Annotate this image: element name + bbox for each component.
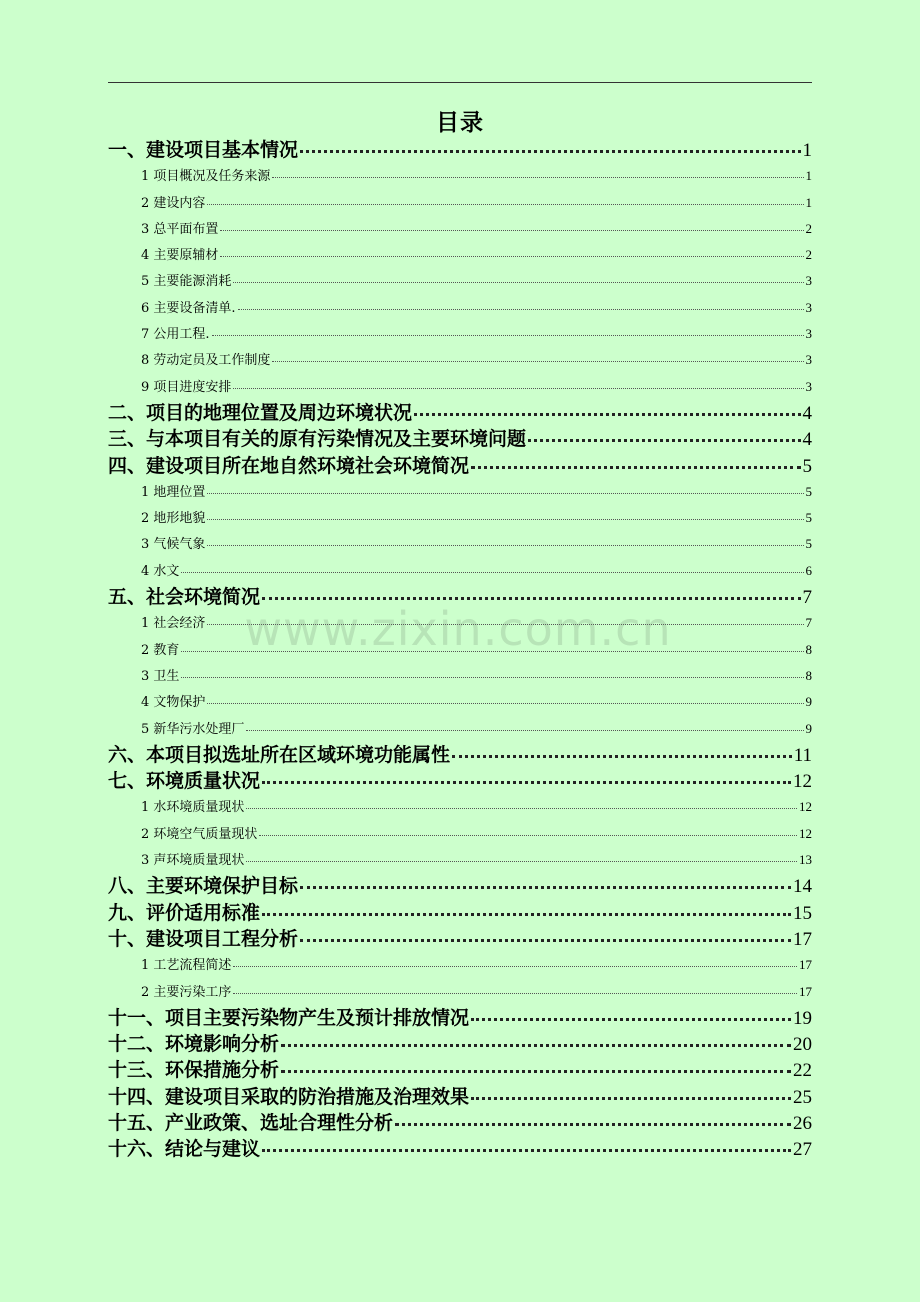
toc-section-entry[interactable]	[108, 610, 812, 636]
toc-page-number: 3	[805, 378, 812, 394]
toc-entry-label: 3 总平面布置	[141, 221, 219, 237]
toc-entry-label: 九、评价适用标准	[108, 901, 261, 924]
toc-entry-label: 5 主要能源消耗	[141, 274, 232, 290]
toc-page-number: 1	[805, 194, 812, 210]
toc-dot-leader	[300, 938, 791, 942]
toc-chapter-entry[interactable]	[108, 584, 812, 610]
toc-page-number: 3	[805, 352, 812, 368]
toc-dot-leader	[181, 676, 803, 678]
toc-section-entry[interactable]	[108, 295, 812, 321]
toc-entry-label: 七、环境质量状况	[108, 770, 261, 793]
toc-page-number: 3	[805, 326, 812, 342]
toc-chapter-entry[interactable]	[108, 900, 812, 926]
toc-dot-leader	[233, 387, 803, 389]
toc-dot-leader	[262, 912, 791, 916]
toc-entry-label: 1 社会经济	[141, 616, 206, 632]
toc-entry-label: 2 教育	[141, 642, 180, 658]
toc-entry-label: 三、与本项目有关的原有污染情况及主要环境问题	[108, 428, 527, 451]
toc-page-number: 5	[802, 455, 812, 477]
toc-entry-label: 4 主要原辅材	[141, 248, 219, 264]
toc-chapter-entry[interactable]	[108, 400, 812, 426]
toc-dot-leader	[233, 965, 797, 967]
toc-entry-label: 十、建设项目工程分析	[108, 927, 299, 950]
toc-section-entry[interactable]	[108, 321, 812, 347]
toc-section-entry[interactable]	[108, 689, 812, 715]
toc-dot-leader	[414, 412, 800, 416]
toc-section-entry[interactable]	[108, 558, 812, 584]
toc-dot-leader	[262, 780, 791, 784]
toc-dot-leader	[471, 1017, 791, 1021]
toc-page-number: 1	[805, 168, 812, 184]
toc-dot-leader	[300, 149, 800, 153]
toc-page-number: 19	[793, 1007, 812, 1029]
toc-chapter-entry[interactable]	[108, 873, 812, 899]
toc-page-number: 12	[799, 825, 812, 841]
header-rule	[108, 82, 812, 83]
toc-chapter-entry[interactable]	[108, 926, 812, 952]
toc-title: 目录	[436, 110, 484, 136]
toc-chapter-entry[interactable]	[108, 1031, 812, 1057]
toc-dot-leader	[272, 360, 803, 362]
toc-entry-label: 六、本项目拟选址所在区域环境功能属性	[108, 743, 451, 766]
toc-dot-leader	[238, 308, 804, 310]
toc-page-number: 15	[793, 902, 812, 924]
toc-entry-label: 3 卫生	[141, 668, 180, 684]
toc-page-number: 7	[802, 587, 812, 609]
toc-page-number: 26	[793, 1112, 812, 1134]
toc-entry-label: 9 项目进度安排	[141, 379, 232, 395]
toc-page-number: 17	[793, 928, 812, 950]
toc-chapter-entry[interactable]	[108, 1005, 812, 1031]
toc-section-entry[interactable]	[108, 847, 812, 873]
toc-section-entry[interactable]	[108, 716, 812, 742]
toc-page-number: 8	[805, 641, 812, 657]
toc-page-number: 17	[799, 983, 812, 999]
toc-section-entry[interactable]	[108, 663, 812, 689]
toc-section-entry[interactable]	[108, 190, 812, 216]
toc-entry-label: 十六、结论与建议	[108, 1138, 261, 1161]
toc-entry-label: 2 主要污染工序	[141, 984, 232, 1000]
toc-page-number: 14	[793, 876, 812, 898]
toc-entry-label: 6 主要设备清单.	[141, 300, 236, 316]
toc-page-number: 4	[802, 402, 812, 424]
toc-dot-leader	[281, 1043, 791, 1047]
toc-page-number: 5	[805, 510, 812, 526]
toc-section-entry[interactable]	[108, 979, 812, 1005]
toc-section-entry[interactable]	[108, 952, 812, 978]
toc-section-entry[interactable]	[108, 637, 812, 663]
toc-dot-leader	[181, 650, 803, 652]
toc-page-number: 2	[805, 220, 812, 236]
toc-dot-leader	[220, 255, 803, 257]
toc-dot-leader	[246, 807, 797, 809]
toc-dot-leader	[212, 334, 804, 336]
toc-dot-leader	[233, 992, 797, 994]
toc-chapter-entry[interactable]	[108, 742, 812, 768]
toc-dot-leader	[262, 1148, 791, 1152]
toc-section-entry[interactable]	[108, 794, 812, 820]
toc-chapter-entry[interactable]	[108, 1136, 812, 1162]
toc-entry-label: 十四、建设项目采取的防治措施及治理效果	[108, 1085, 470, 1108]
toc-entry-label: 2 建设内容	[141, 195, 206, 211]
toc-page-number: 9	[805, 720, 812, 736]
toc-dot-leader	[207, 492, 803, 494]
toc-entry-label: 1 工艺流程简述	[141, 958, 232, 974]
toc-entry-label: 1 水环境质量现状	[141, 800, 245, 816]
toc-page-number: 20	[793, 1034, 812, 1056]
toc-section-entry[interactable]	[108, 479, 812, 505]
toc-dot-leader	[246, 729, 803, 731]
toc-entry-label: 十五、产业政策、选址合理性分析	[108, 1111, 394, 1134]
toc-entry-label: 5 新华污水处理厂	[141, 721, 245, 737]
toc-entry-label: 1 地理位置	[141, 484, 206, 500]
toc-dot-leader	[207, 518, 803, 520]
toc-entry-label: 十二、环境影响分析	[108, 1033, 280, 1056]
toc-dot-leader	[207, 544, 803, 546]
toc-dot-leader	[181, 571, 803, 573]
toc-chapter-entry[interactable]	[108, 1084, 812, 1110]
watermark: www.zixin.com.cn	[244, 602, 672, 656]
table-of-contents	[108, 137, 812, 1163]
toc-dot-leader	[272, 176, 803, 178]
toc-entry-label: 五、社会环境简况	[108, 586, 261, 609]
toc-page-number: 22	[793, 1060, 812, 1082]
toc-section-entry[interactable]	[108, 374, 812, 400]
toc-section-entry[interactable]	[108, 163, 812, 189]
toc-dot-leader	[207, 702, 803, 704]
toc-dot-leader	[246, 860, 797, 862]
toc-section-entry[interactable]	[108, 268, 812, 294]
toc-entry-label: 八、主要环境保护目标	[108, 875, 299, 898]
toc-chapter-entry[interactable]	[108, 426, 812, 452]
toc-dot-leader	[395, 1122, 791, 1126]
toc-section-entry[interactable]	[108, 821, 812, 847]
toc-page-number: 5	[805, 483, 812, 499]
toc-section-entry[interactable]	[108, 531, 812, 557]
toc-page-number: 5	[805, 536, 812, 552]
toc-page-number: 2	[805, 247, 812, 263]
toc-entry-label: 7 公用工程.	[141, 327, 210, 343]
toc-entry-label: 2 地形地貌	[141, 511, 206, 527]
toc-section-entry[interactable]	[108, 347, 812, 373]
toc-entry-label: 3 气候气象	[141, 537, 206, 553]
toc-dot-leader	[233, 281, 803, 283]
toc-page-number: 4	[802, 429, 812, 451]
toc-page-number: 13	[799, 852, 812, 868]
toc-entry-label: 十一、项目主要污染物产生及预计排放情况	[108, 1006, 470, 1029]
toc-chapter-entry[interactable]	[108, 768, 812, 794]
toc-chapter-entry[interactable]	[108, 1110, 812, 1136]
toc-dot-leader	[300, 885, 791, 889]
toc-chapter-entry[interactable]	[108, 137, 812, 163]
toc-section-entry[interactable]	[108, 216, 812, 242]
toc-dot-leader	[262, 596, 800, 600]
toc-dot-leader	[452, 754, 792, 758]
toc-dot-leader	[471, 465, 800, 469]
toc-page-number: 25	[793, 1086, 812, 1108]
toc-page-number: 17	[799, 957, 812, 973]
toc-page-number: 9	[805, 694, 812, 710]
toc-page-number: 12	[799, 799, 812, 815]
toc-section-entry[interactable]	[108, 242, 812, 268]
toc-page-number: 3	[805, 299, 812, 315]
toc-page-number: 27	[793, 1139, 812, 1161]
toc-entry-label: 8 劳动定员及工作制度	[141, 353, 271, 369]
toc-dot-leader	[471, 1096, 791, 1100]
toc-dot-leader	[220, 229, 803, 231]
toc-page-number: 6	[805, 562, 812, 578]
toc-dot-leader	[528, 438, 800, 442]
toc-entry-label: 4 水文	[141, 563, 180, 579]
toc-dot-leader	[207, 623, 803, 625]
toc-page-number: 11	[793, 744, 812, 766]
toc-page-number: 3	[805, 273, 812, 289]
toc-dot-leader	[207, 203, 803, 205]
toc-page-number: 1	[802, 140, 812, 161]
toc-chapter-entry[interactable]	[108, 453, 812, 479]
toc-entry-label: 二、项目的地理位置及周边环境状况	[108, 401, 413, 424]
toc-entry-label: 一、建设项目基本情况	[108, 139, 299, 161]
toc-dot-leader	[259, 834, 797, 836]
toc-entry-label: 1 项目概况及任务来源	[141, 169, 271, 185]
toc-dot-leader	[281, 1069, 791, 1073]
toc-chapter-entry[interactable]	[108, 1057, 812, 1083]
toc-entry-label: 3 声环境质量现状	[141, 853, 245, 869]
toc-page-number: 12	[793, 771, 812, 793]
toc-page-number: 7	[805, 615, 812, 631]
toc-entry-label: 十三、环保措施分析	[108, 1059, 280, 1082]
toc-section-entry[interactable]	[108, 505, 812, 531]
toc-entry-label: 2 环境空气质量现状	[141, 826, 258, 842]
toc-page-number: 8	[805, 667, 812, 683]
toc-entry-label: 四、建设项目所在地自然环境社会环境简况	[108, 454, 470, 477]
toc-entry-label: 4 文物保护	[141, 695, 206, 711]
